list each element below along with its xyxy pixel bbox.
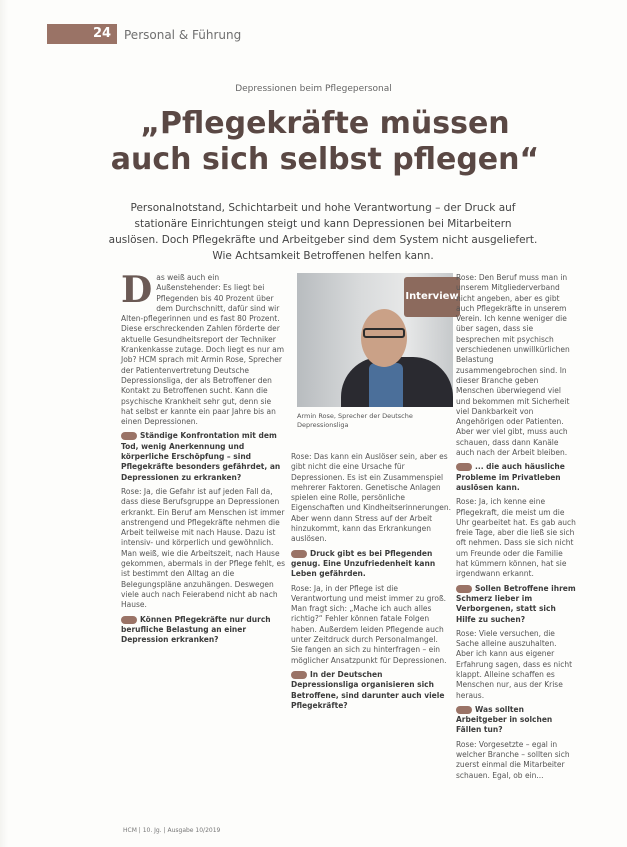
- question: Können Pflegekräfte nur durch berufliche Belastung an einer Depression erkranken?: [121, 614, 271, 645]
- column-1: [121, 269, 285, 649]
- question: In der Deutschen Depressionsliga organisieren sich Betroffene, sind darunter auch viele Pflegekräfte?: [291, 669, 445, 710]
- answer: Rose: Das kann ein Auslöser sein, aber es gibt nicht die eine Ursache für Depressionen. Es ist ein Zusammenspiel mehrerer Faktoren. Genetische Anlagen spielen eine Rolle, persönliche Eigenschaften und Kindheitserinnerungen. Aber wenn dann Stress auf der Arbeit hinzukommt, kann das Erkrankungen auslösen.: [291, 452, 452, 544]
- answer: Rose: Vorgesetzte – egal in welcher Branche – sollten sich zuerst einmal die Mitarbeiter schauen. Egal, ob ein...: [456, 739, 570, 780]
- article-kicker: Depressionen beim Pflegepersonal: [235, 84, 392, 94]
- question: Ständige Konfrontation mit dem Tod, wenig Anerkennung und körperliche Erschöpfung – sind Pflegekräfte besonders gefährdet, an Depressionen zu erkranken?: [121, 431, 281, 482]
- article-title: „Pflegekräfte müssen auch sich selbst pflegen“: [110, 106, 540, 177]
- answer: Rose: Ja, in der Pflege ist die Verantwortung und meist immer zu groß. Man fragt sich: „Mache ich auch alles richtig?“ Fehler können fatale Folgen haben. Außerdem leiden Pflegende auch unter Zeitdruck durch Personalmangel. Sie fangen an sich zu hinterfragen – ein möglicher Ansatzpunkt für Depressionen.: [291, 583, 447, 665]
- column-2: [291, 452, 451, 715]
- question-badge-icon: [291, 550, 307, 558]
- answer: Rose: Ja, ich kenne eine Pflegekraft, die meist um die Uhr gearbeitet hat. Es gab auch freie Tage, aber die ließ sie sich oft nehmen. Dass sie sich nicht um Freunde oder die Familie hat kümmern können, hat sie irgendwann erkannt.: [456, 497, 576, 579]
- question-badge-icon: [121, 616, 137, 624]
- answer: Rose: Viele versuchen, die Sache alleine auszuhalten. Aber ich kann aus eigener Erfahrung sagen, dass es nicht klappt. Alleine schaffen es Menschen nur, aus der Krise heraus.: [456, 628, 573, 700]
- question-badge-icon: [456, 706, 472, 714]
- section-title: Personal & Führung: [124, 28, 242, 42]
- column-3: [456, 273, 576, 785]
- question-badge-icon: [456, 585, 472, 593]
- drop-cap: D: [121, 269, 153, 311]
- article-lead: Personalnotstand, Schichtarbeit und hohe Verantwortung – der Druck auf stationäre Einrichtungen steigt und kann Depressionen bei Mitarbeitern auslösen. Doch Pflegekräfte und Arbeitgeber sind dem System nicht ausgeliefert. Wie Achtsamkeit Betroffenen helfen kann.: [108, 202, 538, 262]
- question: ... die auch häusliche Probleme im Privatleben auslösen kann.: [456, 462, 565, 492]
- page-number-tab: [47, 24, 117, 44]
- answer: Rose: Den Beruf muss man in unserem Mitgliederverband nicht angeben, aber es gibt auch Pflegekräfte in unserem Verein. Ich kenne weniger die über sagen, dass sie besprechen mit psychisch verschiedenen unwillkürlichen Belastung zusammengebrochen sind. In dieser Branche geben Menschen überwiegend viel und bekommen mit Sicherheit viel Dankbarkeit von Angehörigen oder Patienten. Aber wer viel gibt, muss auch schauen, dass dann Kanäle auch nach der Arbeit bleiben.: [456, 273, 570, 458]
- question-badge-icon: [456, 463, 472, 471]
- interview-badge: Interview: [404, 277, 460, 317]
- question: Was sollten Arbeitgeber in solchen Fällen tun?: [456, 704, 553, 735]
- question-badge-icon: [291, 671, 307, 679]
- question: Druck gibt es bei Pflegenden genug. Eine Unzufriedenheit kann Leben gefährden.: [291, 548, 436, 579]
- answer: Rose: Ja, die Gefahr ist auf jeden Fall da, dass diese Berufsgruppe an Depressionen erkrankt. Ein Beruf am Menschen ist immer anstrengend und Pflegekräfte nehmen die Arbeit teilweise mit nach Hause. Dazu ist intensiv- und körperlich und gewöhnlich. Man weiß, wie die Arbeitszeit, nach Hause gekommen, abermals in der Pflege fehlt, es ist bestimmt den Alltag an die Belegungspläne anzuhängen. Deswegen viele auch nach Feierabend nicht ab nach Hause.: [121, 486, 285, 610]
- intro-paragraph: as weiß auch ein Außenstehender: Es liegt bei Pflegenden bis 40 Prozent über dem Durchschnitt, dafür sind wir Alten-pflegerinnen und es fast 80 Prozent. Diese erschreckenden Zahlen förderte der aktuelle Gesundheitsreport der Techniker Krankenkasse zutage. Doch liegt es nur am Job? HCM sprach mit Armin Rose, Sprecher der Patientenvertretung Deutsche Depressionsliga, der als Betroffener den Kontakt zu Betroffenen sucht. Kann die psychische Krankheit sehr gut, denn sie hat selbst er kannte ein paar Jahre bis an einen Depressionen.: [121, 273, 285, 427]
- page-footer: HCM | 10. Jg. | Ausgabe 10/2019: [123, 827, 221, 834]
- question-badge-icon: [121, 432, 137, 440]
- question: Sollen Betroffene ihrem Schmerz lieber im Verborgenen, statt sich Hilfe zu suchen?: [456, 583, 576, 624]
- page-number: 24: [93, 26, 112, 41]
- photo-caption: Armin Rose, Sprecher der Deutsche Depressionsliga: [297, 412, 413, 429]
